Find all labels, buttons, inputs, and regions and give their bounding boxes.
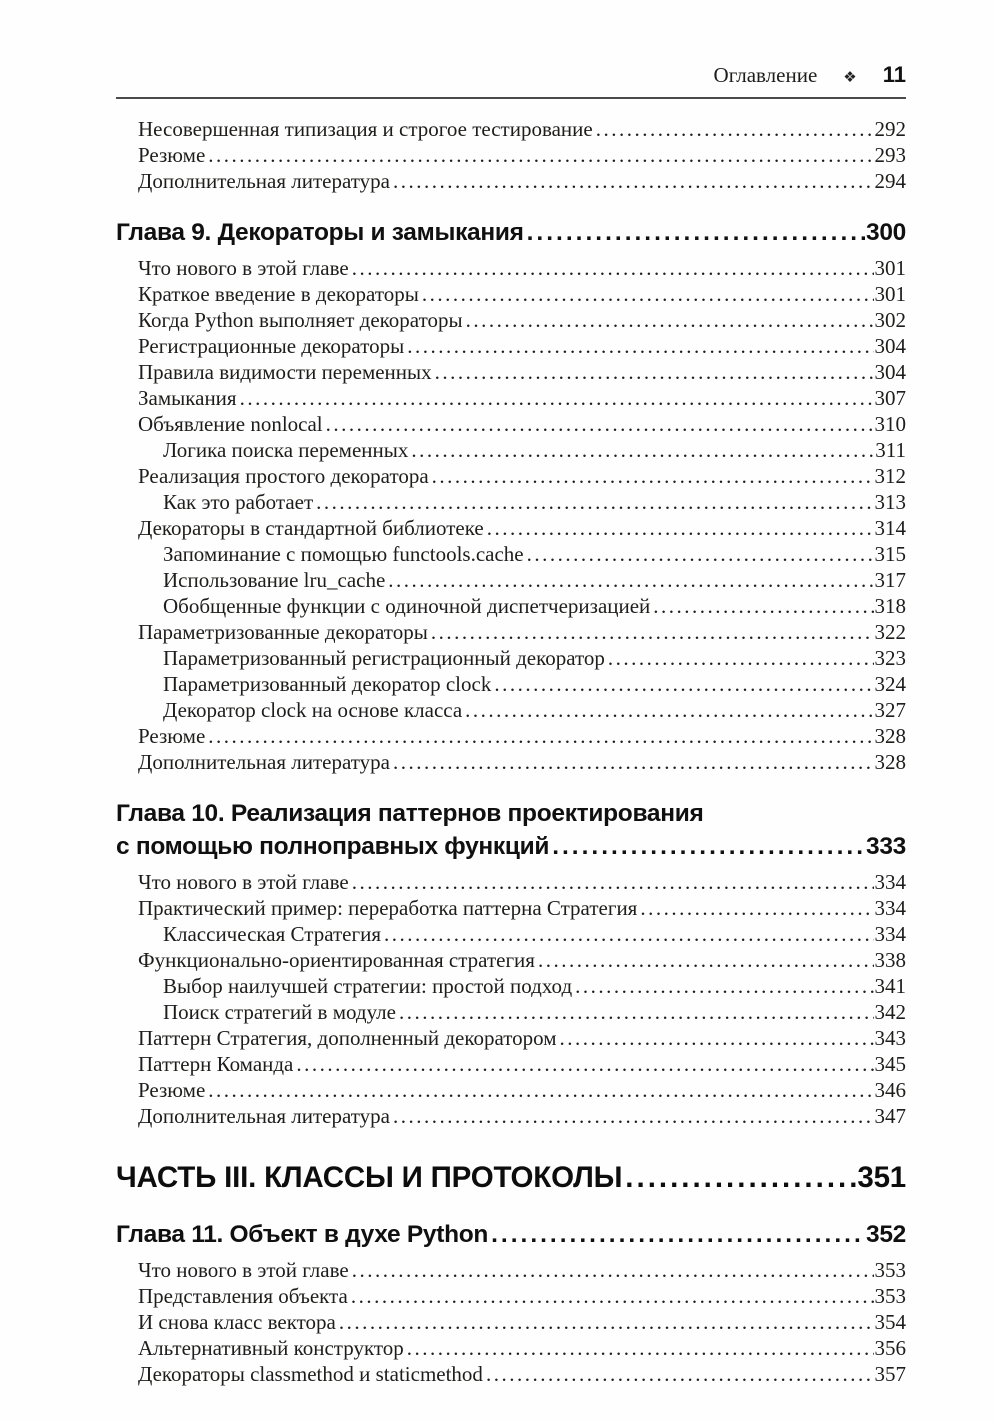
toc-entry <box>116 142 906 168</box>
toc-title: Дополнительная литература <box>138 169 390 193</box>
toc-entry <box>116 947 906 973</box>
toc-title: Представления объекта <box>138 1284 348 1308</box>
toc-title: Выбор наилучшей стратегии: простой подход <box>163 974 573 998</box>
dot-leader <box>432 359 874 385</box>
toc-title: Резюме <box>138 724 206 748</box>
dot-leader <box>205 723 873 749</box>
toc-entry <box>116 1283 906 1309</box>
dot-leader <box>396 999 874 1025</box>
toc-entry <box>116 437 906 463</box>
toc-title: Что нового в этой главе <box>138 870 349 894</box>
toc-title: Регистрационные декораторы <box>138 334 405 358</box>
toc-title: Использование lru_cache <box>163 568 386 592</box>
dot-leader <box>463 307 874 333</box>
toc-page-number: 352 <box>866 1221 906 1248</box>
dot-leader <box>483 1361 874 1387</box>
dot-leader <box>524 541 874 567</box>
dot-leader <box>205 1077 873 1103</box>
dot-leader <box>323 411 874 437</box>
toc-page-number: 304 <box>874 334 906 358</box>
toc-entry <box>116 255 906 281</box>
toc-title: Обобщенные функции с одиночной диспетчеризацией <box>163 594 651 618</box>
dot-leader <box>429 463 874 489</box>
toc-entry <box>116 1077 906 1103</box>
toc-page-number: 351 <box>857 1161 906 1194</box>
toc-page-number: 322 <box>874 620 906 644</box>
toc-title: Функционально-ориентированная стратегия <box>138 948 535 972</box>
toc-entry <box>116 723 906 749</box>
toc-page-number: 345 <box>874 1052 906 1076</box>
toc-page-number: 313 <box>874 490 906 514</box>
toc-entry <box>116 541 906 567</box>
toc-page-number: 334 <box>874 922 906 946</box>
toc-entry <box>116 567 906 593</box>
dot-leader <box>622 1159 856 1196</box>
toc-entry <box>116 671 906 697</box>
toc-entry <box>116 411 906 437</box>
toc-page-number: 343 <box>874 1026 906 1050</box>
toc-title: Реализация простого декоратора <box>138 464 429 488</box>
toc-page-number: 354 <box>874 1310 906 1334</box>
toc-entry <box>116 1103 906 1129</box>
toc-page-number: 341 <box>874 974 906 998</box>
toc-entry <box>116 515 906 541</box>
toc-page-number: 315 <box>874 542 906 566</box>
toc-title: Несовершенная типизация и строгое тестирование <box>138 117 593 141</box>
dot-leader <box>605 645 874 671</box>
dot-leader <box>572 973 873 999</box>
ornament-icon: ❖ <box>843 68 857 86</box>
toc-title: Практический пример: переработка паттерна Стратегия <box>138 896 638 920</box>
toc-title: Поиск стратегий в модуле <box>163 1000 396 1024</box>
toc-page-number: 300 <box>866 219 906 246</box>
toc-title: Дополнительная литература <box>138 1104 390 1128</box>
toc-chapter <box>116 1219 906 1250</box>
toc-title: Замыкания <box>138 386 237 410</box>
toc-page-number: 314 <box>874 516 906 540</box>
toc-entry <box>116 359 906 385</box>
dot-leader <box>390 749 874 775</box>
toc-title: Декоратор clock на основе класса <box>163 698 463 722</box>
dot-leader <box>637 895 873 921</box>
toc-page-number: 302 <box>874 308 906 332</box>
toc-title: с помощью полноправных функций <box>116 833 550 860</box>
toc-title: Глава 11. Объект в духе Python <box>116 1221 489 1248</box>
toc-entry <box>116 1025 906 1051</box>
dot-leader <box>336 1309 874 1335</box>
running-header <box>116 62 906 99</box>
toc-title: Что нового в этой главе <box>138 1258 349 1282</box>
dot-leader <box>237 385 874 411</box>
toc-page-number: 304 <box>874 360 906 384</box>
dot-leader <box>491 671 873 697</box>
dot-leader <box>390 1103 874 1129</box>
dot-leader <box>428 619 874 645</box>
toc-page-number: 356 <box>874 1336 906 1360</box>
toc-entry <box>116 463 906 489</box>
toc-page-number: 311 <box>875 438 906 462</box>
toc-title: Паттерн Стратегия, дополненный декоратором <box>138 1026 557 1050</box>
toc-page-number: 317 <box>874 568 906 592</box>
toc-page-number: 312 <box>874 464 906 488</box>
toc-part <box>116 1159 906 1196</box>
toc-title: Дополнительная литература <box>138 750 390 774</box>
toc-entry <box>116 1335 906 1361</box>
toc-chapter <box>116 217 906 248</box>
toc-page-number: 347 <box>874 1104 906 1128</box>
dot-leader <box>557 1025 874 1051</box>
toc-page-number: 334 <box>874 870 906 894</box>
toc-page-number: 324 <box>874 672 906 696</box>
dot-leader <box>419 281 874 307</box>
toc-entry <box>116 921 906 947</box>
toc-title: Запоминание с помощью functools.cache <box>163 542 524 566</box>
toc-title: Паттерн Команда <box>138 1052 294 1076</box>
dot-leader <box>484 515 874 541</box>
toc-title: Декораторы classmethod и staticmethod <box>138 1362 483 1386</box>
toc-entry <box>116 619 906 645</box>
dot-leader <box>593 116 874 142</box>
toc-title: Резюме <box>138 143 206 167</box>
toc-title: Краткое введение в декораторы <box>138 282 419 306</box>
page-number: 11 <box>882 62 906 87</box>
toc-title: ЧАСТЬ III. КЛАССЫ И ПРОТОКОЛЫ <box>116 1161 623 1194</box>
toc-entry <box>116 869 906 895</box>
dot-leader <box>348 1283 874 1309</box>
toc-entry <box>116 281 906 307</box>
toc-entry <box>116 385 906 411</box>
toc-page-number: 327 <box>874 698 906 722</box>
dot-leader <box>349 1257 874 1283</box>
toc-chapter <box>116 798 906 829</box>
toc-entry <box>116 333 906 359</box>
toc-title: Глава 9. Декораторы и замыкания <box>116 219 524 246</box>
toc-entry <box>116 593 906 619</box>
toc-entry <box>116 1361 906 1387</box>
toc-page-number: 342 <box>874 1000 906 1024</box>
toc-entry <box>116 489 906 515</box>
toc-title: Декораторы в стандартной библиотеке <box>138 516 484 540</box>
toc-page-number: 353 <box>874 1284 906 1308</box>
toc-page-number: 334 <box>874 896 906 920</box>
dot-leader <box>462 697 873 723</box>
toc-title: Резюме <box>138 1078 206 1102</box>
toc-chapter <box>116 831 906 862</box>
toc-title: Когда Python выполняет декораторы <box>138 308 463 332</box>
dot-leader <box>313 489 873 515</box>
toc-entry <box>116 999 906 1025</box>
toc-page-number: 301 <box>874 256 906 280</box>
toc-title: Глава 10. Реализация паттернов проектирования <box>116 800 704 827</box>
toc-entry <box>116 973 906 999</box>
dot-leader <box>549 831 865 862</box>
toc-title: Параметризованные декораторы <box>138 620 428 644</box>
toc-entry <box>116 749 906 775</box>
toc-page-number: 323 <box>874 646 906 670</box>
dot-leader <box>385 567 873 593</box>
toc-page-number: 293 <box>874 143 906 167</box>
toc-entry <box>116 697 906 723</box>
dot-leader <box>349 869 874 895</box>
toc-page-number: 338 <box>874 948 906 972</box>
dot-leader <box>349 255 874 281</box>
toc-page-number: 333 <box>866 833 906 860</box>
toc-page-number: 328 <box>874 750 906 774</box>
dot-leader <box>524 217 865 248</box>
dot-leader <box>535 947 874 973</box>
toc-entry <box>116 1309 906 1335</box>
dot-leader <box>293 1051 873 1077</box>
toc-entry <box>116 116 906 142</box>
toc-page-number: 357 <box>874 1362 906 1386</box>
toc-title: И снова класс вектора <box>138 1310 336 1334</box>
toc-page-number: 328 <box>874 724 906 748</box>
toc-title: Объявление nonlocal <box>138 412 323 436</box>
toc-entry <box>116 168 906 194</box>
toc-entry <box>116 895 906 921</box>
dot-leader <box>404 333 873 359</box>
toc-title: Правила видимости переменных <box>138 360 432 384</box>
toc-page-number: 346 <box>874 1078 906 1102</box>
toc-page-number: 310 <box>874 412 906 436</box>
toc-title: Что нового в этой главе <box>138 256 349 280</box>
toc-title: Логика поиска переменных <box>163 438 409 462</box>
toc-list <box>116 116 906 1387</box>
toc-page-number: 301 <box>874 282 906 306</box>
toc-page-number: 318 <box>874 594 906 618</box>
running-head-label: Оглавление <box>713 63 818 87</box>
dot-leader <box>381 921 874 947</box>
toc-page-number: 307 <box>874 386 906 410</box>
toc-page-number: 294 <box>874 169 906 193</box>
toc-page-number: 292 <box>874 117 906 141</box>
toc-title: Альтернативный конструктор <box>138 1336 404 1360</box>
dot-leader <box>650 593 873 619</box>
toc-title: Классическая Стратегия <box>163 922 381 946</box>
toc-entry <box>116 645 906 671</box>
dot-leader <box>390 168 874 194</box>
toc-page-number: 353 <box>874 1258 906 1282</box>
toc-title: Как это работает <box>163 490 314 514</box>
dot-leader <box>408 437 874 463</box>
toc-entry <box>116 307 906 333</box>
toc-entry <box>116 1257 906 1283</box>
dot-leader <box>205 142 873 168</box>
dot-leader <box>488 1219 865 1250</box>
dot-leader <box>404 1335 874 1361</box>
toc-title: Параметризованный регистрационный декоратор <box>163 646 605 670</box>
toc-entry <box>116 1051 906 1077</box>
toc-title: Параметризованный декоратор clock <box>163 672 492 696</box>
